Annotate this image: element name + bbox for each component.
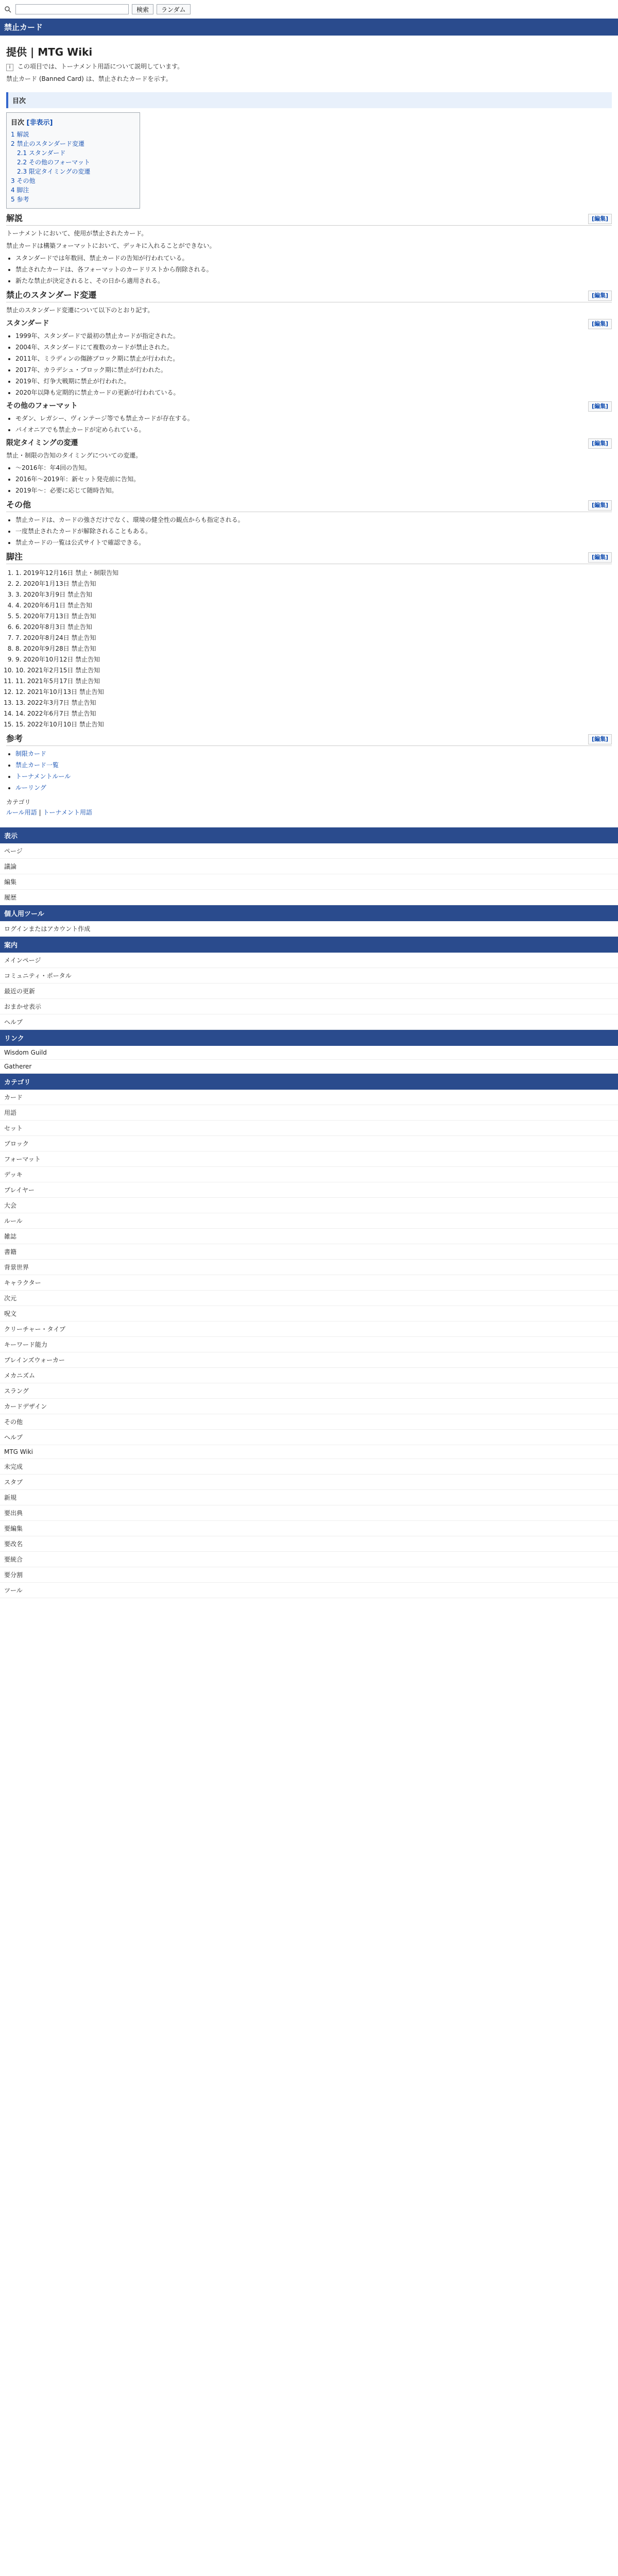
edit-link[interactable]: [編集] <box>588 291 612 301</box>
nav-item[interactable]: ヘルプ <box>0 1430 618 1445</box>
bullet-list <box>6 414 612 434</box>
nav-item[interactable]: Gatherer <box>0 1060 618 1074</box>
search-icon <box>3 5 12 14</box>
section-sanko <box>6 734 612 792</box>
section-title-sonota: その他 [編集] <box>6 500 612 512</box>
nav-item[interactable]: 背景世界 <box>0 1260 618 1275</box>
edit-link[interactable]: [編集] <box>588 401 612 412</box>
list-item: • 2019年〜：必要に応じて随時告知。 <box>15 486 612 495</box>
category-title: カテゴリ <box>6 799 31 806</box>
nav-item[interactable]: ページ <box>0 843 618 859</box>
top-search-bar <box>0 0 618 19</box>
nav-item[interactable]: クリーチャー・タイプ <box>0 1321 618 1337</box>
nav-item[interactable]: 議論 <box>0 859 618 874</box>
list-item: • スタンダードでは年数回、禁止カードの告知が行われている。 <box>15 253 612 263</box>
category-link[interactable]: トーナメント用語 <box>43 809 92 816</box>
footnote-item[interactable]: 8. 8. 2020年9月28日 禁止告知 <box>15 644 612 653</box>
nav-item[interactable]: 未完成 <box>0 1459 618 1475</box>
toc-item[interactable]: 3 その他 <box>11 177 36 184</box>
footnote-item[interactable]: 13. 13. 2022年3月7日 禁止告知 <box>15 698 612 707</box>
nav-item[interactable]: コミュニティ・ポータル <box>0 968 618 984</box>
footnote-item[interactable]: 4. 4. 2020年6月1日 禁止告知 <box>15 601 612 610</box>
reference-list <box>6 749 612 792</box>
footnote-item[interactable]: 7. 7. 2020年8月24日 禁止告知 <box>15 633 612 642</box>
nav-item[interactable]: ツール <box>0 1583 618 1598</box>
edit-link[interactable]: [編集] <box>588 734 612 744</box>
nav-item[interactable]: ヘルプ <box>0 1014 618 1030</box>
footnote-item[interactable]: 6. 6. 2020年8月3日 禁止告知 <box>15 622 612 632</box>
search-button[interactable]: 検索 <box>132 4 153 14</box>
info-icon: i <box>6 64 13 71</box>
page-subtitle-text: この項目では、トーナメント用語について説明しています。 <box>17 63 184 70</box>
nav-item[interactable]: 大会 <box>0 1198 618 1213</box>
footnote-item[interactable]: 5. 5. 2020年7月13日 禁止告知 <box>15 612 612 621</box>
footnote-item[interactable]: 10. 10. 2021年2月15日 禁止告知 <box>15 666 612 675</box>
page-title: 提供 | MTG Wiki <box>6 46 93 58</box>
toc-hide-link[interactable]: [非表示] <box>26 119 53 127</box>
nav-item[interactable]: 書籍 <box>0 1244 618 1260</box>
section-title-sanko: 参考 [編集] <box>6 734 612 746</box>
nav-item[interactable]: 要改名 <box>0 1536 618 1552</box>
nav-group-head: 表示 <box>0 827 618 843</box>
toc-item[interactable]: 1 解説 <box>11 131 29 138</box>
section-title-other-formats: その他のフォーマット [編集] <box>6 401 612 411</box>
toc-title-text: 目次 <box>11 119 25 127</box>
section-bar-toc <box>6 92 612 108</box>
nav-item[interactable]: プレイヤー <box>0 1182 618 1198</box>
nav-item[interactable]: フォーマット <box>0 1151 618 1167</box>
random-button[interactable]: ランダム <box>157 4 191 14</box>
nav-item[interactable]: スラング <box>0 1383 618 1399</box>
section-title-footnotes: 脚注 [編集] <box>6 552 612 564</box>
section-footnotes <box>6 552 612 729</box>
section-title-timing: 限定タイミングの変遷 [編集] <box>6 438 612 448</box>
search-input[interactable] <box>15 4 129 14</box>
nav-item[interactable]: 要出典 <box>0 1505 618 1521</box>
nav-item[interactable]: セット <box>0 1121 618 1136</box>
nav-group-head: 案内 <box>0 937 618 953</box>
footnote-item[interactable]: 15. 15. 2022年10月10日 禁止告知 <box>15 720 612 729</box>
list-item: • 2017年、カラデシュ・ブロック期に禁止が行われた。 <box>15 365 612 375</box>
nav-item[interactable]: ルール <box>0 1213 618 1229</box>
footnote-item[interactable]: 1. 1. 2019年12月16日 禁止・制限告知 <box>15 568 612 578</box>
footnote-item[interactable]: 11. 11. 2021年5月17日 禁止告知 <box>15 676 612 686</box>
nav-item[interactable]: 次元 <box>0 1291 618 1306</box>
toc-item[interactable]: 2.2 その他のフォーマット <box>17 159 90 166</box>
reference-item[interactable]: • ルーリング <box>15 783 612 792</box>
list-item: • 禁止カードは、カードの強さだけでなく、環境の健全性の観点からも指定される。 <box>15 515 612 524</box>
nav-item[interactable]: 要統合 <box>0 1552 618 1567</box>
section-kaisetsu <box>6 214 612 285</box>
nav-item[interactable]: 要分割 <box>0 1567 618 1583</box>
section-title-standard: スタンダード [編集] <box>6 319 612 328</box>
nav-item[interactable]: 最近の更新 <box>0 984 618 999</box>
nav-item[interactable]: 編集 <box>0 874 618 890</box>
edit-link[interactable]: [編集] <box>588 438 612 449</box>
section-title-kinshi-hensen: 禁止のスタンダード変遷 [編集] <box>6 291 612 302</box>
list-item: • 2020年以降も定期的に禁止カードの更新が行われている。 <box>15 388 612 397</box>
toc-item[interactable]: 5 参考 <box>11 196 29 203</box>
footnote-item[interactable]: 9. 9. 2020年10月12日 禁止告知 <box>15 655 612 664</box>
bullet-list <box>6 253 612 285</box>
paragraph: トーナメントにおいて、使用が禁止されたカード。 <box>6 230 148 237</box>
list-item: • 2019年、灯争大戦期に禁止が行われた。 <box>15 377 612 386</box>
edit-link[interactable]: [編集] <box>588 500 612 511</box>
nav-item[interactable]: カード <box>0 1090 618 1105</box>
nav-item[interactable]: Wisdom Guild <box>0 1046 618 1060</box>
bottom-nav <box>0 827 618 1598</box>
toc-item[interactable]: 4 脚注 <box>11 187 29 194</box>
nav-item[interactable]: キーワード能力 <box>0 1337 618 1352</box>
list-item: • 2016年〜2019年：新セット発売前に告知。 <box>15 474 612 484</box>
list-item: • 禁止カードの一覧は公式サイトで確認できる。 <box>15 538 612 547</box>
nav-item[interactable]: 雑誌 <box>0 1229 618 1244</box>
paragraph: 禁止・制限の告知のタイミングについての変遷。 <box>6 452 142 459</box>
nav-item[interactable]: MTG Wiki <box>0 1445 618 1459</box>
edit-link[interactable]: [編集] <box>588 214 612 224</box>
list-item: • 2004年、スタンダードにて複数のカードが禁止された。 <box>15 343 612 352</box>
nav-group-head: リンク <box>0 1030 618 1046</box>
section-kinshi-hensen <box>6 291 612 495</box>
footnote-list <box>6 568 612 729</box>
toc-item[interactable]: 2.1 スタンダード <box>17 149 66 157</box>
nav-item[interactable]: ブロック <box>0 1136 618 1151</box>
list-item: • パイオニアでも禁止カードが定められている。 <box>15 425 612 434</box>
paragraph: 禁止のスタンダード変遷について以下のとおり記す。 <box>6 307 154 314</box>
toc-item[interactable]: 2.3 限定タイミングの変遷 <box>17 168 91 175</box>
nav-item[interactable]: カードデザイン <box>0 1399 618 1414</box>
toc-list <box>11 130 135 204</box>
list-item: • 新たな禁止が決定されると、その日から適用される。 <box>15 276 612 285</box>
nav-item[interactable]: プレインズウォーカー <box>0 1352 618 1368</box>
nav-item[interactable]: おまかせ表示 <box>0 999 618 1014</box>
footnote-item[interactable]: 12. 12. 2021年10月13日 禁止告知 <box>15 687 612 697</box>
bullet-list <box>6 515 612 547</box>
nav-item[interactable]: 新規 <box>0 1490 618 1505</box>
toc-section-title: 目次 <box>12 97 26 105</box>
nav-item[interactable]: 履歴 <box>0 890 618 905</box>
category-links: ルール用語 | トーナメント用語 <box>6 809 92 816</box>
section-sonota <box>6 500 612 547</box>
category-box <box>6 798 612 817</box>
edit-link[interactable]: [編集] <box>588 319 612 329</box>
intro-line: 禁止カード (Banned Card) は、禁止されたカードを示す。 <box>6 75 172 82</box>
nav-item[interactable]: 呪文 <box>0 1306 618 1321</box>
nav-item[interactable]: ログインまたはアカウント作成 <box>0 921 618 937</box>
bullet-list <box>6 331 612 397</box>
category-link[interactable]: ルール用語 <box>6 809 37 816</box>
list-item: • 1999年、スタンダードで最初の禁止カードが指定された。 <box>15 331 612 341</box>
list-item: • 2011年、ミラディンの傷跡ブロック期に禁止が行われた。 <box>15 354 612 363</box>
nav-item[interactable]: 要編集 <box>0 1521 618 1536</box>
nav-item[interactable]: スタブ <box>0 1475 618 1490</box>
bullet-list <box>6 463 612 495</box>
list-item: • 一度禁止されたカードが解除されることもある。 <box>15 527 612 536</box>
reference-item[interactable]: • 禁止カード一覧 <box>15 760 612 770</box>
toc-title <box>11 117 135 127</box>
page-header: 禁止カード <box>0 19 618 36</box>
list-item: • 〜2016年：年4回の告知。 <box>15 463 612 472</box>
toc-item[interactable]: 2 禁止のスタンダード変遷 <box>11 140 84 147</box>
nav-item[interactable]: キャラクター <box>0 1275 618 1291</box>
nav-item[interactable]: 用語 <box>0 1105 618 1121</box>
list-item: • モダン、レガシー、ヴィンテージ等でも禁止カードが存在する。 <box>15 414 612 423</box>
nav-item[interactable]: その他 <box>0 1414 618 1430</box>
reference-item[interactable]: • 制限カード <box>15 749 612 758</box>
footnote-item[interactable]: 14. 14. 2022年6月7日 禁止告知 <box>15 709 612 718</box>
nav-item[interactable]: デッキ <box>0 1167 618 1182</box>
page-subtitle <box>6 62 612 71</box>
section-title-kaisetsu: 解説 [編集] <box>6 214 612 226</box>
nav-item[interactable]: メインページ <box>0 953 618 968</box>
nav-item[interactable]: メカニズム <box>0 1368 618 1383</box>
edit-link[interactable]: [編集] <box>588 552 612 563</box>
table-of-contents <box>6 112 140 209</box>
list-item: • 禁止されたカードは、各フォーマットのカードリストから削除される。 <box>15 265 612 274</box>
footnote-item[interactable]: 2. 2. 2020年1月13日 禁止告知 <box>15 579 612 588</box>
reference-item[interactable]: • トーナメントルール <box>15 772 612 781</box>
paragraph: 禁止カードは構築フォーマットにおいて、デッキに入れることができない。 <box>6 242 216 249</box>
nav-group-head: カテゴリ <box>0 1074 618 1090</box>
footnote-item[interactable]: 3. 3. 2020年3月9日 禁止告知 <box>15 590 612 599</box>
nav-group-head: 個人用ツール <box>0 905 618 921</box>
